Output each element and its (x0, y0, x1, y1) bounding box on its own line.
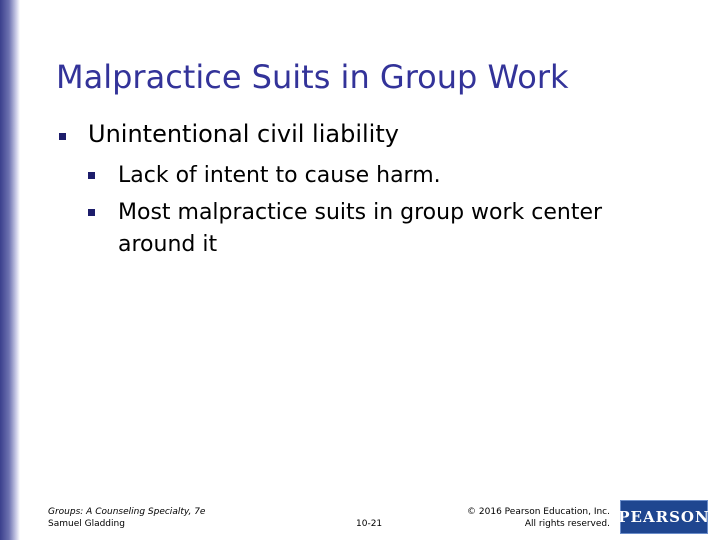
footer-page-number: 10-21 (356, 519, 383, 529)
footer-author: Samuel Gladding (48, 519, 125, 529)
footer-book-title: Groups: A Counseling Specialty, 7e (48, 507, 206, 517)
copyright-line-1: © 2016 Pearson Education, Inc. (467, 507, 610, 517)
logo-text: PEARSON (618, 508, 710, 526)
left-gradient-bar (0, 0, 20, 540)
sub-bullet-text: Lack of intent to cause harm. (118, 163, 441, 188)
square-bullet-icon (59, 133, 66, 140)
sub-bullet-item (118, 160, 441, 192)
bullet-text: Unintentional civil liability (88, 120, 399, 148)
bullet-item (88, 120, 399, 148)
square-bullet-icon (88, 172, 95, 179)
sub-bullet-text: Most malpractice suits in group work center around it (118, 200, 603, 257)
pearson-logo (620, 500, 708, 534)
sub-bullet-item (118, 197, 648, 261)
copyright-line-2: All rights reserved. (524, 519, 610, 529)
footer-book-info (48, 506, 205, 530)
slide-title: Malpractice Suits in Group Work (56, 58, 569, 96)
square-bullet-icon (88, 209, 95, 216)
footer-copyright (467, 506, 610, 530)
